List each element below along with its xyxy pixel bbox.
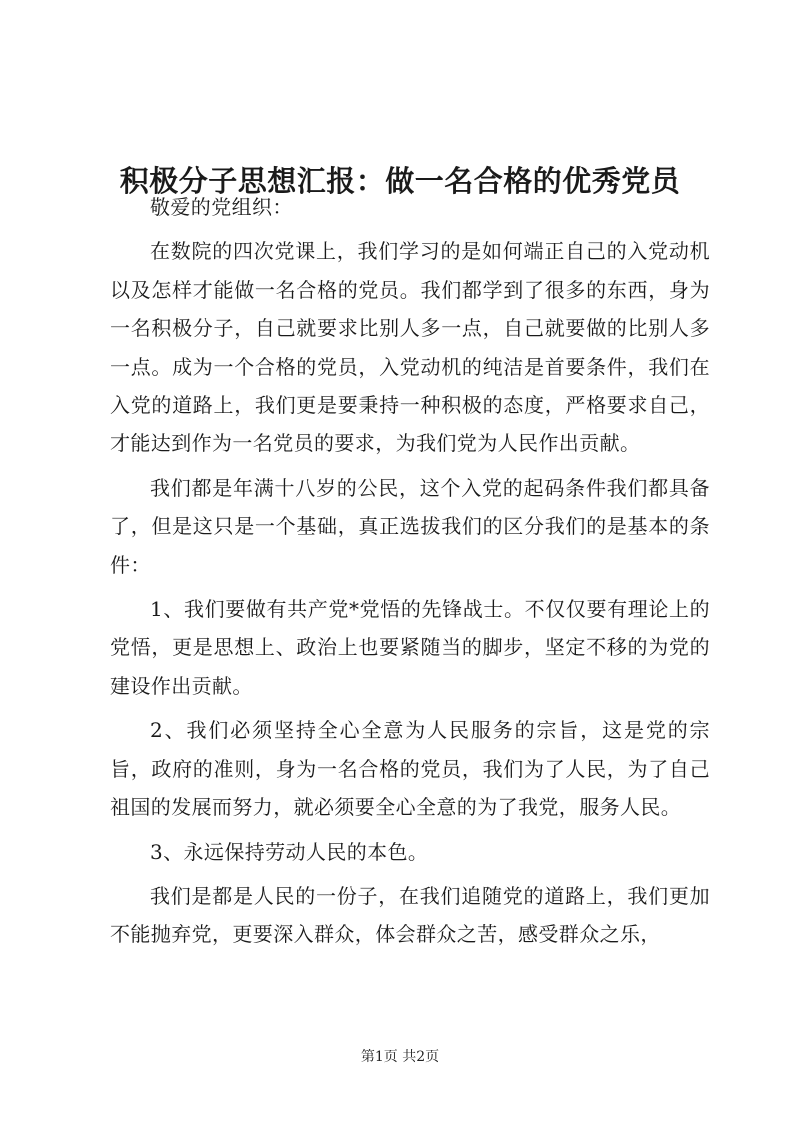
paragraph: 我们都是年满十八岁的公民，这个入党的起码条件我们都具备了，但是这只是一个基础，真正选拔我们的区分我们的是基本的条件：	[110, 475, 710, 577]
list-item: 1、我们要做有共产党*党悟的先锋战士。不仅仅要有理论上的党悟，更是思想上、政治上也要紧随当的脚步，坚定不移的为党的建设作出贡献。	[110, 597, 710, 698]
list-item: 2、我们必须坚持全心全意为人民服务的宗旨，这是党的宗旨，政府的准则，身为一名合格的党员，我们为了人民，为了自己祖国的发展而努力，就必须要全心全意的为了我党，服务人民。	[110, 718, 710, 820]
salutation: 敬爱的党组织：	[150, 195, 293, 219]
paragraph: 我们是都是人民的一份子，在我们追随党的道路上，我们更加不能抛弃党，更要深入群众，体会群众之苦，感受群众之乐，	[110, 883, 710, 947]
document-title: 积极分子思想汇报：做一名合格的优秀党员	[119, 164, 681, 199]
paragraph: 在数院的四次党课上，我们学习的是如何端正自己的入党动机以及怎样才能做一名合格的党员。我们都学到了很多的东西，身为一名积极分子，自己就要求比别人多一点，自己就要做的比别人多一点。成为一个合格的党员，入党动机的纯洁是首要条件，我们在入党的道路上，我们更是要秉持一种积极的态度，严格要求自己，才能达到作为一名党员的要求，为我们党为人民作出贡献。	[110, 239, 710, 456]
page-footer: 第1页 共2页	[360, 1049, 440, 1065]
document-body	[110, 188, 710, 960]
list-item: 3、永远保持劳动人民的本色。	[150, 839, 429, 864]
